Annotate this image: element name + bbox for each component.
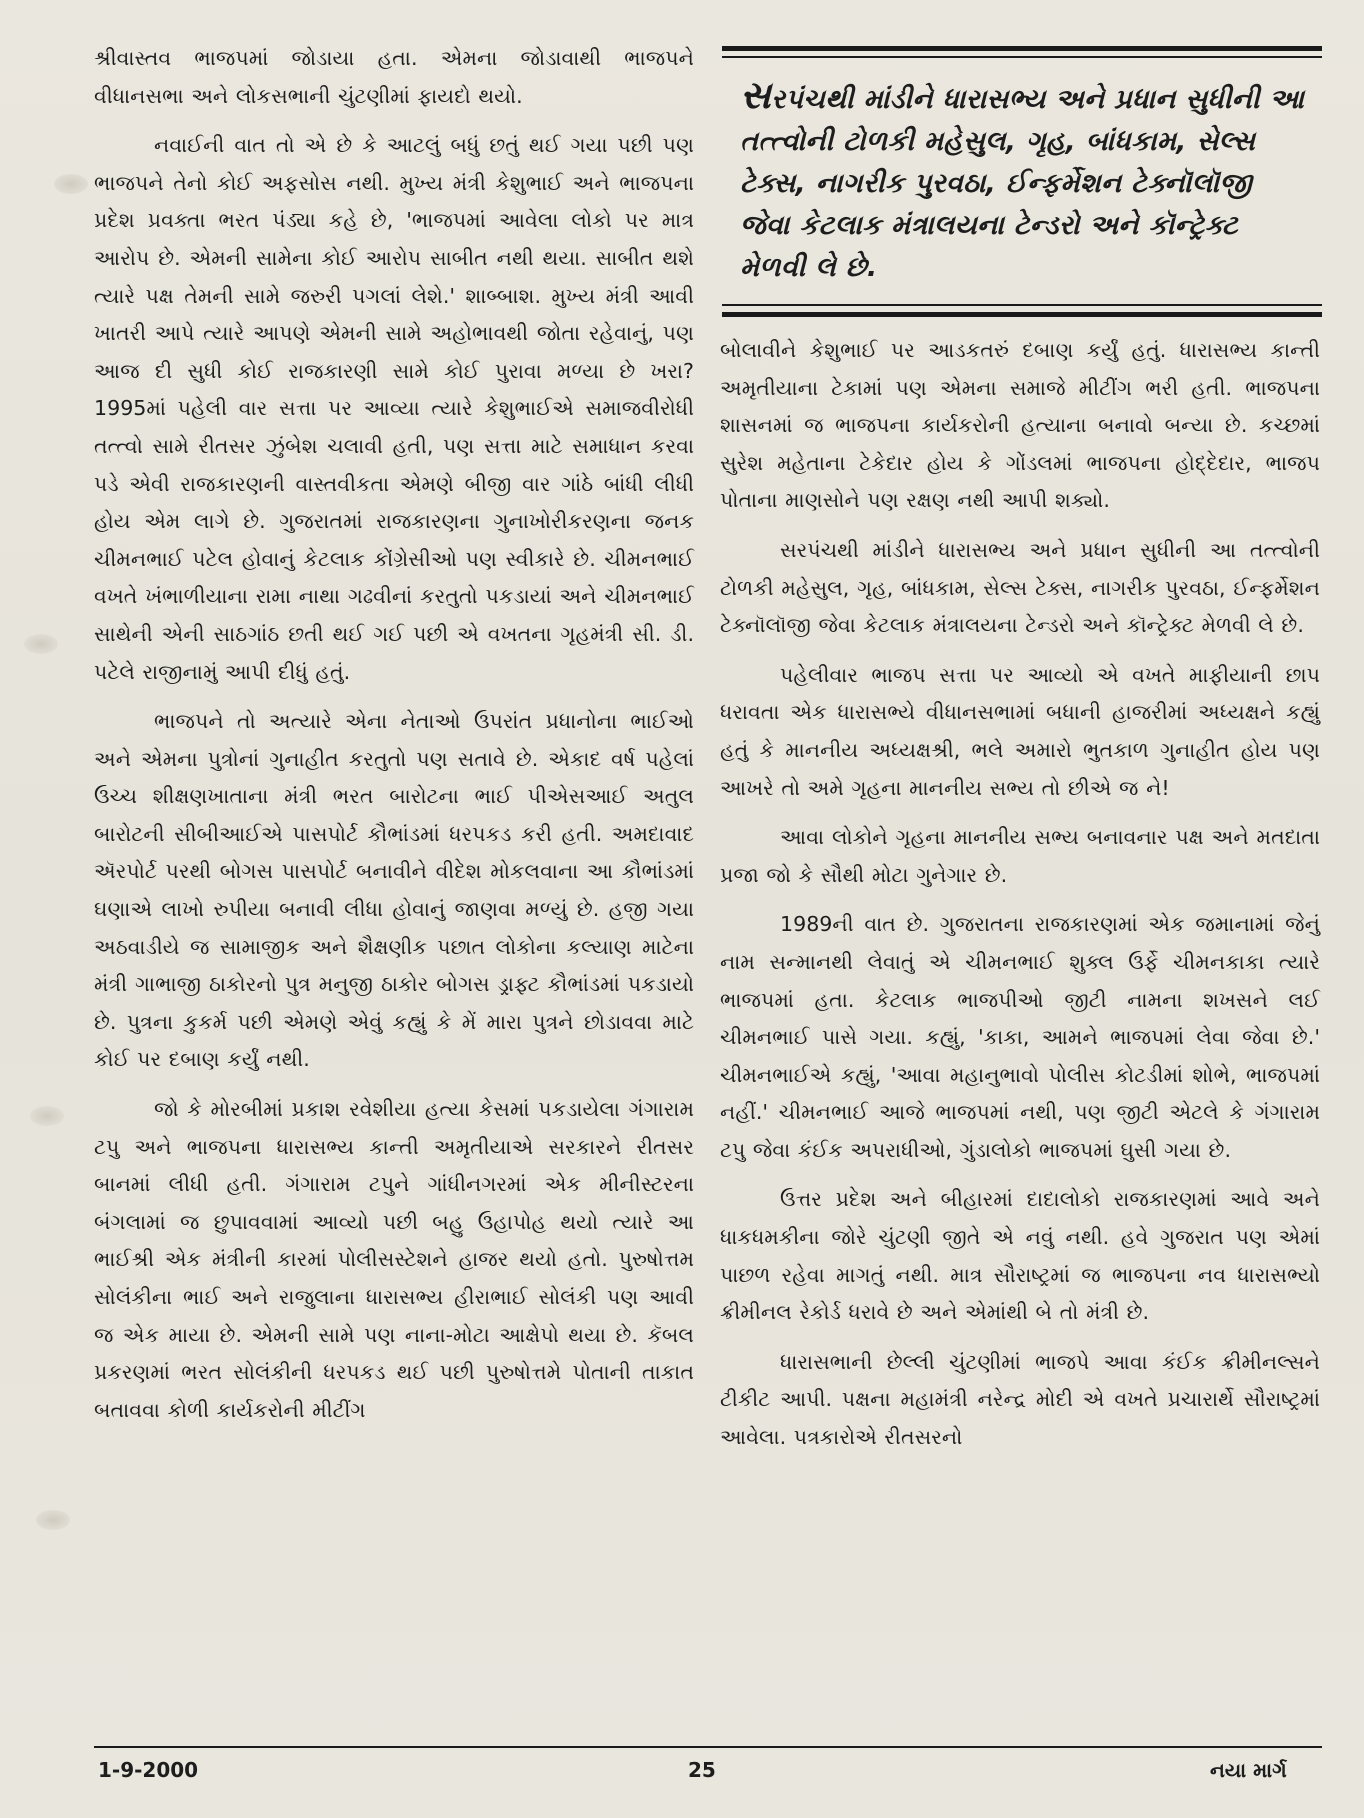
- pull-quote-bottom-rule: [722, 312, 1322, 317]
- left-column: [94, 40, 694, 1429]
- punch-hole: [24, 634, 58, 654]
- pull-quote-top-rule-thin: [722, 56, 1322, 58]
- footer-date: 1-9-2000: [98, 1758, 199, 1782]
- pull-quote: [740, 74, 1310, 289]
- paragraph: સરપંચથી માંડીને ધારાસભ્ય અને પ્રધાન સુધીની આ તત્ત્વોની ટોળકી મહેસુલ, ગૃહ, બાંધકામ, સેલ્સ ટેક્સ, નાગરીક પુરવઠા, ઈન્ફર્મેશન ટેક્નૉલૉજી જેવા કેટલાક મંત્રાલયના ટેન્ડરો અને કૉન્ટ્રેક્ટ મેળવી લે છે.: [720, 537, 1320, 638]
- punch-hole: [54, 174, 88, 194]
- paragraph: ધારાસભાની છેલ્લી ચુંટણીમાં ભાજપે આવા કંઈક ક્રીમીનલ્સને ટીકીટ આપી. પક્ષના મહામંત્રી નરેન્દ્ર મોદી એ વખતે પ્રચારાર્થે સૌરાષ્ટ્રમાં આવેલા. પત્રકારોએ રીતસરનો: [720, 1349, 1320, 1450]
- paragraph: બોલાવીને કેશુભાઈ પર આડકતરું દબાણ કર્યું હતું. ધારાસભ્ય કાન્તી અમૃતીયાના ટેકામાં પણ એમના સમાજે મીટીંગ ભરી હતી. ભાજપના શાસનમાં જ ભાજપના કાર્યકરોની હત્યાના બનાવો બન્યા છે. કચ્છમાં સુરેશ મહેતાના ટેકેદાર હોય કે ગોંડલમાં ભાજપના હોદ્દેદાર, ભાજપ પોતાના માણસોને પણ રક્ષણ નથી આપી શક્યો.: [720, 338, 1320, 513]
- pull-quote-drop-letter: સ: [740, 73, 772, 117]
- paragraph: આવા લોકોને ગૃહના માનનીય સભ્ય બનાવનાર પક્ષ અને મતદાતા પ્રજા જો કે સૌથી મોટા ગુનેગાર છે.: [720, 825, 1320, 887]
- paragraph: જો કે મોરબીમાં પ્રકાશ રવેશીયા હત્યા કેસમાં પકડાયેલા ગંગારામ ટપુ અને ભાજપના ધારાસભ્ય કાન્તી અમૃતીયાએ સરકારને રીતસર બાનમાં લીધી હતી. ગંગારામ ટપુને ગાંધીનગરમાં એક મીનીસ્ટરના બંગલામાં જ છુપાવવામાં આવ્યો પછી બહુ ઉહાપોહ થયો ત્યારે આ ભાઈશ્રી એક મંત્રીની કારમાં પોલીસસ્ટેશને હાજર થયો હતો. પુરુષોત્તમ સોલંકીના ભાઈ અને રાજુલાના ધારાસભ્ય હીરાભાઈ સોલંકી પણ આવી જ એક માયા છે. એમની સામે પણ નાના-મોટા આક્ષેપો થયા છે. કૅબલ પ્રકરણમાં ભરત સોલંકીની ધરપકડ થઈ પછી પુરુષોત્તમે પોતાની તાકાત બતાવવા કોળી કાર્યકરોની મીટીંગ: [94, 1097, 694, 1422]
- pull-quote-text: રપંચથી માંડીને ધારાસભ્ય અને પ્રધાન સુધીની આ તત્ત્વોની ટોળકી મહેસુલ, ગૃહ, બાંધકામ, સેલ્સ ટેક્સ, નાગરીક પુરવઠા, ઈન્ફર્મેશન ટેક્નૉલૉજી જેવા કેટલાક મંત્રાલયના ટેન્ડરો અને કૉન્ટ્રેક્ટ મેળવી લે છે.: [740, 84, 1305, 283]
- pull-quote-bottom-rule-thin: [722, 304, 1322, 306]
- page-number: 25: [688, 1758, 716, 1782]
- right-column: [720, 332, 1320, 1457]
- paragraph: પહેલીવાર ભાજપ સત્તા પર આવ્યો એ વખતે માફીયાની છાપ ધરાવતા એક ધારાસભ્યે વીધાનસભામાં બધાની હાજરીમાં અધ્યક્ષને કહ્યું હતું કે માનનીય અધ્યક્ષશ્રી, ભલે અમારો ભુતકાળ ગુનાહીત હોય પણ આખરે તો અમે ગૃહના માનનીય સભ્ય તો છીએ જ ને!: [720, 662, 1320, 800]
- punch-hole: [36, 1510, 70, 1530]
- paragraph: શ્રીવાસ્તવ ભાજપમાં જોડાયા હતા. એમના જોડાવાથી ભાજપને વીધાનસભા અને લોકસભાની ચુંટણીમાં ફાયદો થયો.: [94, 46, 694, 108]
- paragraph: ભાજપને તો અત્યારે એના નેતાઓ ઉપરાંત પ્રધાનોના ભાઈઓ અને એમના પુત્રોનાં ગુનાહીત કરતુતો પણ સતાવે છે. એકાદ વર્ષ પહેલાં ઉચ્ચ શીક્ષણખાતાના મંત્રી ભરત બારોટના ભાઈ પીએસઆઈ અતુલ બારોટની સીબીઆઈએ પાસપોર્ટ કૌભાંડમાં ધરપકડ કરી હતી. અમદાવાદ ઍરપોર્ટ પરથી બોગસ પાસપોર્ટ બનાવીને વીદેશ મોકલવાના આ કૌભાંડમાં ઘણાએ લાખો રુપીયા બનાવી લીધા હોવાનું જાણવા મળ્યું છે. હજી ગયા અઠવાડીયે જ સામાજીક અને શૈક્ષણીક પછાત લોકોના કલ્યાણ માટેના મંત્રી ગાભાજી ઠાકોરનો પુત્ર મનુજી ઠાકોર બોગસ ડ્રાફ્ટ કૌભાંડમાં પકડાયો છે. પુત્રના કુકર્મ પછી એમણે એવું કહ્યું કે મેં મારા પુત્રને છોડાવવા માટે કોઈ પર દબાણ કર્યું નથી.: [94, 709, 694, 1072]
- paragraph: નવાઈની વાત તો એ છે કે આટલું બધું છતું થઈ ગયા પછી પણ ભાજપને તેનો કોઈ અફસોસ નથી. મુખ્ય મંત્રી કેશુભાઈ અને ભાજપના પ્રદેશ પ્રવક્તા ભરત પંડ્યા કહે છે, 'ભાજપમાં આવેલા લોકો પર માત્ર આરોપ છે. એમની સામેના કોઈ આરોપ સાબીત નથી થયા. સાબીત થશે ત્યારે પક્ષ તેમની સામે જરુરી પગલાં લેશે.' શાબ્બાશ. મુખ્ય મંત્રી આવી ખાતરી આપે ત્યારે આપણે એમની સામે અહોભાવથી જોતા રહેવાનું, પણ આજ દી સુધી કોઈ રાજકારણી સામે કોઈ પુરાવા મળ્યા છે ખરા? 1995માં પહેલી વાર સત્તા પર આવ્યા ત્યારે કેશુભાઈએ સમાજવીરોધી તત્ત્વો સામે રીતસર ઝુંબેશ ચલાવી હતી, પણ સત્તા માટે સમાધાન કરવા પડે એવી રાજકારણની વાસ્તવીકતા એમણે બીજી વાર ગાંઠે બાંધી લીધી હોય એમ લાગે છે. ગુજરાતમાં રાજકારણના ગુનાખોરીકરણના જનક ચીમનભાઈ પટેલ હોવાનું કેટલાક કોંગ્રેસીઓ પણ સ્વીકારે છે. ચીમનભાઈ વખતે ખંભાળીયાના રામા નાથા ગઢવીનાં કરતુતો પકડાયાં અને ચીમનભાઈ સાથેની એની સાઠગાંઠ છતી થઈ ગઈ પછી એ વખતના ગૃહમંત્રી સી. ડી. પટેલે રાજીનામું આપી દીધું હતું.: [94, 133, 694, 684]
- paragraph: ઉત્તર પ્રદેશ અને બીહારમાં દાદાલોકો રાજકારણમાં આવે અને ધાકધમકીના જોરે ચુંટણી જીતે એ નવું નથી. હવે ગુજરાત પણ એમાં પાછળ રહેવા માગતું નથી. માત્ર સૌરાષ્ટ્રમાં જ ભાજપના નવ ધારાસભ્યો ક્રીમીનલ રેકોર્ડ ધરાવે છે અને એમાંથી બે તો મંત્રી છે.: [720, 1187, 1320, 1325]
- magazine-name: નયા માર્ગ: [1210, 1758, 1287, 1782]
- punch-hole: [30, 1106, 64, 1126]
- pull-quote-top-rule: [722, 46, 1322, 51]
- paragraph: 1989ની વાત છે. ગુજરાતના રાજકારણમાં એક જમાનામાં જેનું નામ સન્માનથી લેવાતું એ ચીમનભાઈ શુક્લ ઉર્ફે ચીમનકાકા ત્યારે ભાજપમાં હતા. કેટલાક ભાજપીઓ જીટી નામના શખસને લઈ ચીમનભાઈ પાસે ગયા. કહ્યું, 'કાકા, આમને ભાજપમાં લેવા જેવા છે.' ચીમનભાઈએ કહ્યું, 'આવા મહાનુભાવો પોલીસ કોટડીમાં શોભે, ભાજપમાં નહીં.' ચીમનભાઈ આજે ભાજપમાં નથી, પણ જીટી એટલે કે ગંગારામ ટપુ જેવા કંઈક અપરાધીઓ, ગુંડાલોકો ભાજપમાં ઘુસી ગયા છે.: [720, 912, 1320, 1162]
- footer-rule: [94, 1746, 1322, 1748]
